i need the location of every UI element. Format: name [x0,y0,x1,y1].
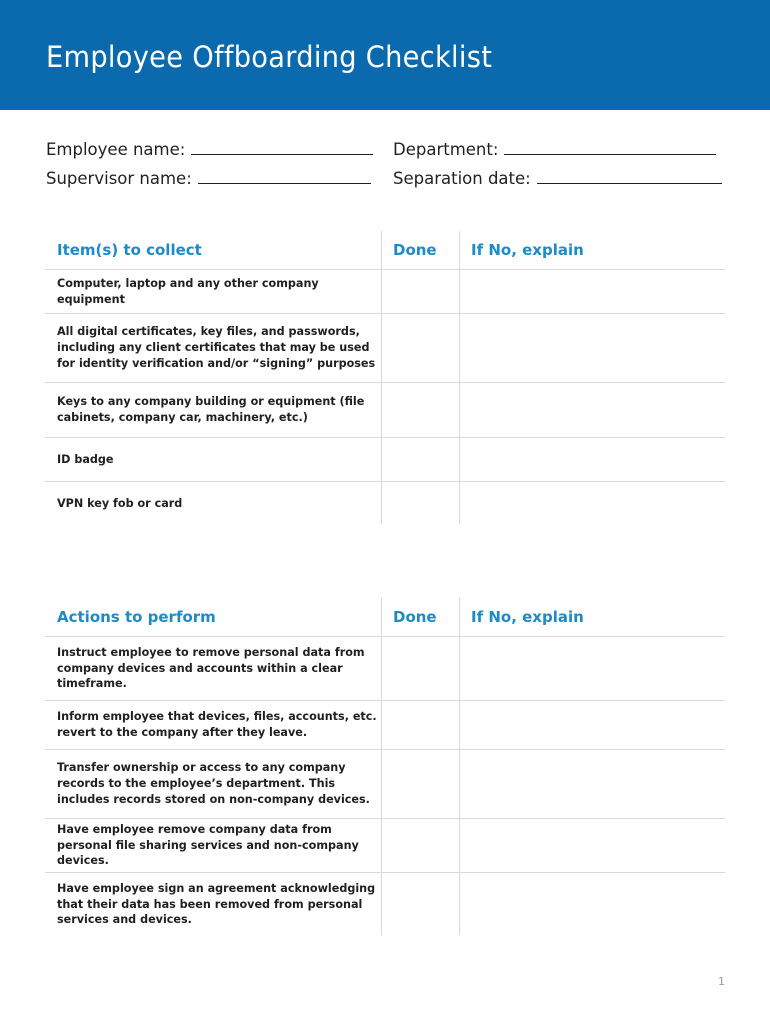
action-text: Have employee remove company data from personal file sharing services and non-company devices. [57,822,359,868]
table-row [45,873,725,936]
actions-table [45,598,725,936]
separation-date-line[interactable] [537,169,722,184]
table-row [45,270,725,314]
explain-header: If No, explain [471,608,584,626]
table-row [45,701,725,750]
item-text: ID badge [57,452,114,466]
item-text: Computer, laptop and any other company equipment [57,276,319,306]
department-line[interactable] [504,140,716,155]
table-row [45,819,725,873]
employee-name-field[interactable] [46,140,373,159]
department-field[interactable] [393,140,716,159]
supervisor-name-field[interactable] [46,169,371,188]
department-label: Department: [393,140,499,159]
done-header: Done [393,241,437,259]
action-text: Instruct employee to remove personal data from company devices and accounts within a clear timeframe. [57,645,365,691]
action-text: Inform employee that devices, files, accounts, etc. revert to the company after they leave. [57,710,377,739]
table-row [45,438,725,482]
page-number: 1 [718,975,725,988]
items-table-header [45,231,725,270]
action-text: Transfer ownership or access to any company records to the employee’s department. This includes records stored on non-company devices. [57,761,370,806]
table-row [45,314,725,383]
employee-name-label: Employee name: [46,140,186,159]
table-row [45,637,725,701]
done-header: Done [393,608,437,626]
item-text: All digital certificates, key files, and passwords, including any client certificates that may be used for identity verification and/or “signing” purposes [57,325,376,370]
actions-table-header [45,598,725,637]
employee-name-line[interactable] [191,140,373,155]
explain-header: If No, explain [471,241,584,259]
items-table [45,231,725,525]
item-text: VPN key fob or card [57,496,183,510]
table-row [45,750,725,819]
item-text: Keys to any company building or equipment (file cabinets, company car, machinery, etc.) [57,395,365,424]
items-header: Item(s) to collect [57,241,202,259]
header-banner [0,0,770,110]
supervisor-name-line[interactable] [198,169,371,184]
actions-header: Actions to perform [57,608,216,626]
page-title: Employee Offboarding Checklist [46,40,493,74]
separation-date-field[interactable] [393,169,722,188]
supervisor-name-label: Supervisor name: [46,169,192,188]
separation-date-label: Separation date: [393,169,531,188]
action-text: Have employee sign an agreement acknowledging that their data has been removed from personal services and devices. [57,881,376,927]
table-row [45,482,725,525]
table-row [45,383,725,438]
